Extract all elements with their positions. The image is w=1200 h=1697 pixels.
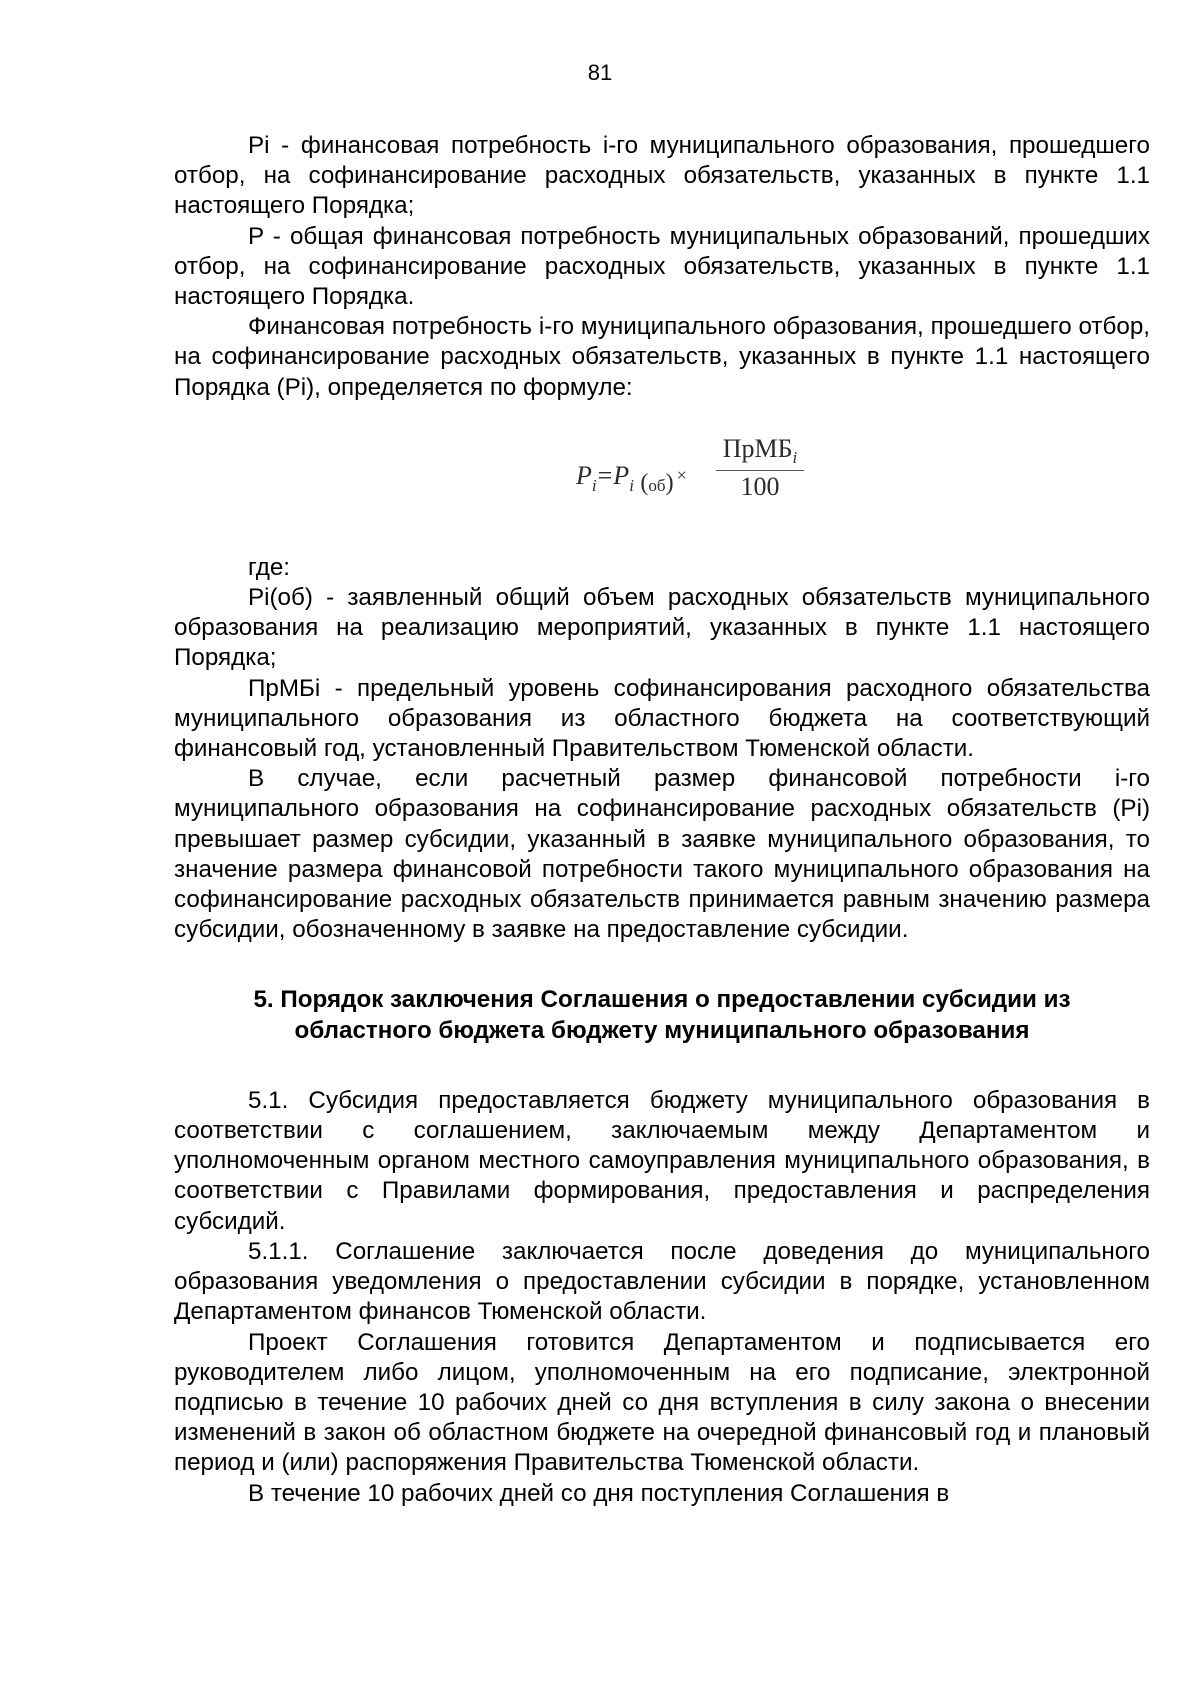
paragraph-draft-agreement: Проект Соглашения готовится Департаментом и подписывается его руководителем либо лицом, уполномоченным на его подписание, электронной подписью в течение 10 рабочих дней со дня вступления в силу закона о внесении изменений в закон об областном бюджете на очередной финансовый год и плановый период и (или) распоряжения Правительства Тюменской области. bbox=[174, 1328, 1150, 1477]
formula-paren-open: ( bbox=[640, 469, 649, 496]
formula-numerator bbox=[716, 433, 804, 468]
page-number: 81 bbox=[587, 60, 613, 85]
paragraph-prmb-definition: ПрМБi - предельный уровень софинансирования расходного обязательства муниципального образования из областного бюджета на соответствующий финансовый год, установленный Правительством Тюменской области. bbox=[174, 674, 1150, 763]
formula-rhs-var: P bbox=[613, 460, 630, 490]
paragraph-excess-case: В случае, если расчетный размер финансовой потребности i-го муниципального образования на софинансирование расходных обязательств (Pi) превышает размер субсидии, указанный в заявке муниципального образования, то значение размера финансовой потребности такого муниципального образования на софинансирование расходных обязательств принимается равным значению размера субсидии, обозначенному в заявке на предоставление субсидии. bbox=[174, 765, 1150, 944]
paragraph-formula-intro: Финансовая потребность i-го муниципального образования, прошедшего отбор, на софинансирование расходных обязательств, указанных в пункте 1.1 настоящего Порядка (Pi), определяется по формуле: bbox=[174, 313, 1150, 401]
paragraph-where: где: bbox=[248, 553, 291, 581]
formula-rhs-sub: i bbox=[629, 475, 634, 495]
formula-numerator-text: ПрМБ bbox=[722, 433, 793, 463]
formula-block bbox=[174, 403, 1150, 553]
paragraph-p-definition: P - общая финансовая потребность муниципальных образований, прошедших отбор, на софинансирование расходных обязательств, указанных в пункте 1.1 настоящего Порядка. bbox=[174, 222, 1150, 311]
formula-numerator-sub: i bbox=[792, 447, 798, 467]
formula-lhs bbox=[576, 461, 687, 494]
formula-fraction bbox=[716, 433, 804, 503]
paragraph-5-1: 5.1. Субсидия предоставляется бюджету муниципального образования в соответствии с соглашением, заключаемым между Департаментом и уполномоченным органом местного самоуправления муниципального образования, в соответствии с Правилами формирования, предоставления и распределения субсидий. bbox=[174, 1086, 1150, 1235]
paragraph-5-1-1: 5.1.1. Соглашение заключается после доведения до муниципального образования уведомления о предоставлении субсидии в порядке, установленном Департаментом финансов Тюменской области. bbox=[174, 1237, 1150, 1326]
formula-lhs-sub: i bbox=[591, 475, 597, 495]
paragraph-within-10-days: В течение 10 рабочих дней со дня поступления Соглашения в bbox=[248, 1479, 950, 1507]
formula-times: × bbox=[676, 464, 687, 485]
formula-ob: об bbox=[648, 475, 666, 495]
section-heading: 5. Порядок заключения Соглашения о предоставлении субсидии из областного бюджета бюджету муниципального образования bbox=[253, 986, 1071, 1044]
paragraph-pi-definition: Pi - финансовая потребность i-го муниципального образования, прошедшего отбор, на софинансирование расходных обязательств, указанных в пункте 1.1 настоящего Порядка; bbox=[174, 132, 1150, 220]
formula-paren-close: ) bbox=[665, 469, 674, 496]
formula-denominator: 100 bbox=[740, 471, 780, 501]
document-body bbox=[174, 131, 1150, 1509]
formula-equals: = bbox=[597, 460, 613, 490]
formula-lhs-var: P bbox=[576, 460, 592, 490]
paragraph-pi-ob-definition: Pi(об) - заявленный общий объем расходных обязательств муниципального образования на реализацию мероприятий, указанных в пункте 1.1 настоящего Порядка; bbox=[174, 584, 1150, 672]
